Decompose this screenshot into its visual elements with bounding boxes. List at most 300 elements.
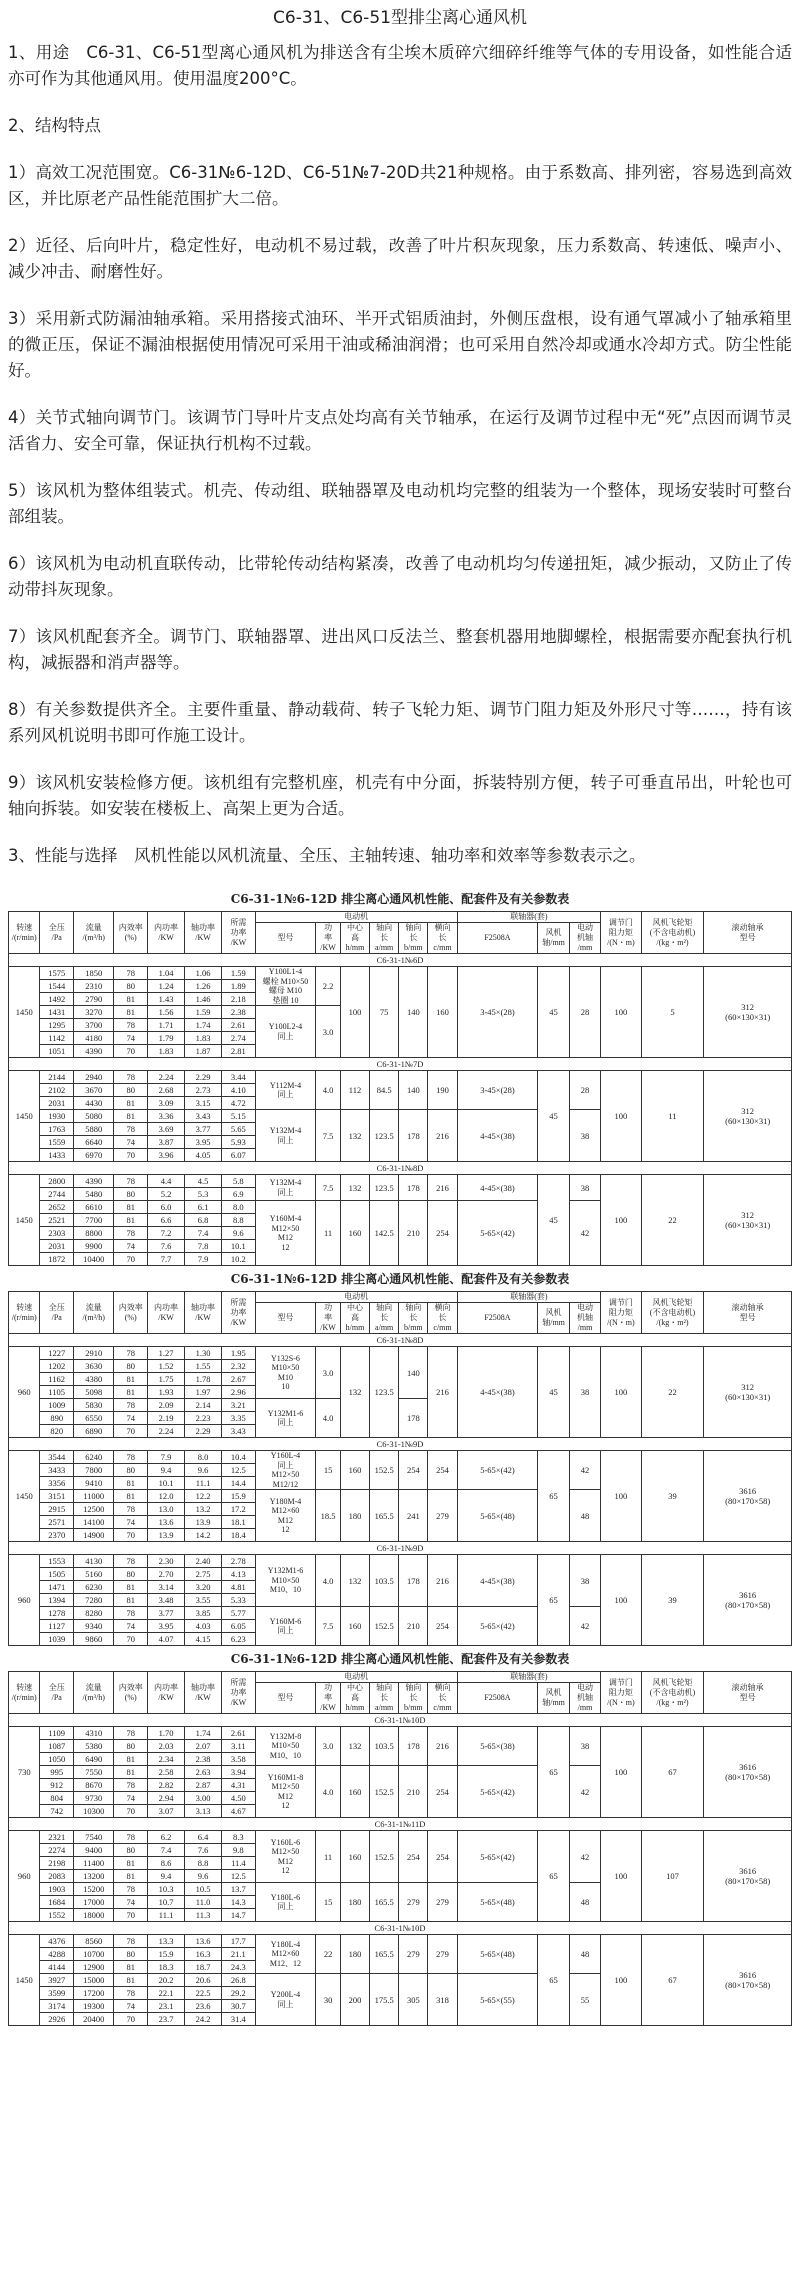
header-spow: 轴功率 /KW <box>185 1292 222 1334</box>
data-cell: 1162 <box>40 1373 74 1386</box>
data-cell: 5.93 <box>222 1136 256 1149</box>
motor-model: Y112M-4 同上 <box>255 1071 316 1110</box>
data-cell: 6.05 <box>222 1620 256 1633</box>
data-cell: 2031 <box>40 1097 74 1110</box>
speed-cell: 1450 <box>9 967 40 1058</box>
motor-b: 210 <box>399 1766 428 1818</box>
data-cell: 1050 <box>40 1753 74 1766</box>
data-cell: 5.77 <box>222 1607 256 1620</box>
data-cell: 20400 <box>74 2013 114 2026</box>
data-cell: 4.15 <box>185 1633 222 1646</box>
fan-shaft: 65 <box>538 1831 569 1922</box>
data-cell: 1.56 <box>148 1006 185 1019</box>
data-cell: 2.61 <box>222 1019 256 1032</box>
data-cell: 1.89 <box>222 980 256 993</box>
fan-shaft: 65 <box>538 1555 569 1646</box>
fan-shaft: 45 <box>538 1175 569 1266</box>
data-cell: 17.2 <box>222 1503 256 1516</box>
data-cell: 3.44 <box>222 1071 256 1084</box>
data-cell: 2.23 <box>185 1412 222 1425</box>
data-cell: 4376 <box>40 1935 74 1948</box>
motor-a: 142.5 <box>370 1201 399 1266</box>
data-cell: 4180 <box>74 1032 114 1045</box>
data-cell: 78 <box>114 1071 148 1084</box>
header-pressure: 全压 /Pa <box>40 1672 74 1714</box>
data-cell: 31.4 <box>222 2013 256 2026</box>
data-cell: 1872 <box>40 1253 74 1266</box>
motor-model: Y200L-4 同上 <box>255 1974 316 2026</box>
data-cell: 10.4 <box>222 1451 256 1464</box>
motor-power: 3.0 <box>316 1347 341 1399</box>
header-bearing: 滚动轴承 型号 <box>704 1672 792 1714</box>
motor-b: 178 <box>399 1175 428 1201</box>
data-cell: 5830 <box>74 1399 114 1412</box>
paragraph: 4）关节式轴向调节门。该调节门导叶片支点处均高有关节轴承，在运行及调节过程中无“死”点因而调节灵活省力、安全可靠，保证执行机构不过载。 <box>8 408 792 453</box>
data-cell: 1295 <box>40 1019 74 1032</box>
data-cell: 9.8 <box>222 1844 256 1857</box>
torque-cell: 100 <box>601 1347 641 1438</box>
data-cell: 1.70 <box>148 1727 185 1740</box>
data-cell: 2.68 <box>148 1084 185 1097</box>
data-cell: 13.2 <box>185 1503 222 1516</box>
data-cell: 74 <box>114 1136 148 1149</box>
data-cell: 4.4 <box>148 1175 185 1188</box>
paragraph: 1、用途 C6-31、C6-51型离心通风机为排送含有尘埃木质碎穴细碎纤维等气体的专用设备，如性能合适亦可作为其他通风用。使用温度200°C。 <box>8 43 792 88</box>
paragraph: 8）有关参数提供齐全。主要件重量、静动载荷、转子飞轮力矩、调节门阻力矩及外形尺寸等……，持有该系列风机说明书即可作施工设计。 <box>8 700 792 745</box>
data-cell: 4.10 <box>222 1084 256 1097</box>
data-cell: 7540 <box>74 1831 114 1844</box>
section-label: C6-31-1№8D <box>9 1162 792 1175</box>
motor-c: 216 <box>428 1110 457 1162</box>
data-cell: 5.8 <box>222 1175 256 1188</box>
data-cell: 1105 <box>40 1386 74 1399</box>
motor-c: 254 <box>428 1831 457 1883</box>
data-cell: 19300 <box>74 2000 114 2013</box>
header-a: 轴向 长 a/mm <box>370 923 399 954</box>
data-cell: 1552 <box>40 1909 74 1922</box>
data-cell: 9410 <box>74 1477 114 1490</box>
table-row <box>9 1727 792 1740</box>
data-cell: 3.77 <box>148 1607 185 1620</box>
data-cell: 6.23 <box>222 1633 256 1646</box>
data-cell: 1433 <box>40 1149 74 1162</box>
motor-f2508: 3-45×(28) <box>457 967 538 1058</box>
data-cell: 7.2 <box>148 1227 185 1240</box>
data-cell: 6.0 <box>148 1201 185 1214</box>
data-cell: 1142 <box>40 1032 74 1045</box>
data-cell: 3.96 <box>148 1149 185 1162</box>
data-cell: 2652 <box>40 1201 74 1214</box>
data-cell: 6.8 <box>185 1214 222 1227</box>
motor-b: 241 <box>399 1490 428 1542</box>
motor-model: Y160L-4 同上 M12×50 M12/12 <box>255 1451 316 1490</box>
paragraph: 5）该风机为整体组装式。机壳、传动组、联轴器罩及电动机均完整的组装为一个整体，现场安装时可整台部组装。 <box>8 481 792 526</box>
header-model: 型号 <box>255 1683 316 1714</box>
motor-b: 178 <box>399 1110 428 1162</box>
motor-h: 132 <box>340 1347 369 1438</box>
section-label: C6-31-1№11D <box>9 1818 792 1831</box>
data-cell: 18.3 <box>148 1961 185 1974</box>
data-cell: 12.2 <box>185 1490 222 1503</box>
data-cell: 8280 <box>74 1607 114 1620</box>
torque-cell: 100 <box>601 1831 641 1922</box>
data-cell: 4.31 <box>222 1779 256 1792</box>
data-cell: 4144 <box>40 1961 74 1974</box>
data-cell: 5480 <box>74 1188 114 1201</box>
data-cell: 6.2 <box>148 1831 185 1844</box>
data-cell: 4.13 <box>222 1568 256 1581</box>
motor-model: Y160L-6 M12×50 M12 12 <box>255 1831 316 1883</box>
motor-a: 152.5 <box>370 1831 399 1883</box>
data-cell: 1684 <box>40 1896 74 1909</box>
data-cell: 70 <box>114 1529 148 1542</box>
data-cell: 4310 <box>74 1727 114 1740</box>
section-label: C6-31-1№6D <box>9 954 792 967</box>
header-flow: 流量 /(m³/h) <box>74 912 114 954</box>
data-cell: 1.52 <box>148 1360 185 1373</box>
motor-shaft: 38 <box>569 1347 600 1438</box>
data-cell: 4288 <box>40 1948 74 1961</box>
header-coupling: 联轴器(套) <box>457 1672 601 1683</box>
header-torque: 调节门 阻力矩 /(N・m) <box>601 1672 641 1714</box>
motor-b: 140 <box>399 1347 428 1399</box>
data-cell: 6230 <box>74 1581 114 1594</box>
data-cell: 14.7 <box>222 1909 256 1922</box>
motor-shaft: 42 <box>569 1766 600 1818</box>
motor-f2508: 5-65×(42) <box>457 1607 538 1646</box>
data-cell: 5.15 <box>222 1110 256 1123</box>
data-cell: 3.35 <box>222 1412 256 1425</box>
data-cell: 1087 <box>40 1740 74 1753</box>
motor-h: 112 <box>340 1071 369 1110</box>
data-cell: 81 <box>114 1581 148 1594</box>
data-cell: 3.58 <box>222 1753 256 1766</box>
data-cell: 81 <box>114 1594 148 1607</box>
motor-h: 160 <box>340 1201 369 1266</box>
data-cell: 1.55 <box>185 1360 222 1373</box>
data-cell: 2031 <box>40 1240 74 1253</box>
data-cell: 7280 <box>74 1594 114 1607</box>
fan-shaft: 65 <box>538 1935 569 2026</box>
data-cell: 4130 <box>74 1555 114 1568</box>
data-cell: 81 <box>114 1386 148 1399</box>
header-b: 轴向 长 b/mm <box>399 1303 428 1334</box>
data-cell: 6.1 <box>185 1201 222 1214</box>
motor-b: 210 <box>399 1607 428 1646</box>
header-torque: 调节门 阻力矩 /(N・m) <box>601 1292 641 1334</box>
header-spow: 轴功率 /KW <box>185 912 222 954</box>
motor-a: 152.5 <box>370 1766 399 1818</box>
data-cell: 5.65 <box>222 1123 256 1136</box>
data-cell: 3.95 <box>185 1136 222 1149</box>
data-cell: 23.7 <box>148 2013 185 2026</box>
paragraphs <box>8 40 792 869</box>
data-cell: 1.59 <box>222 967 256 980</box>
data-cell: 10300 <box>74 1805 114 1818</box>
data-cell: 1492 <box>40 993 74 1006</box>
data-cell: 6970 <box>74 1149 114 1162</box>
data-cell: 70 <box>114 1805 148 1818</box>
data-cell: 9730 <box>74 1792 114 1805</box>
data-cell: 24.2 <box>185 2013 222 2026</box>
data-cell: 11.0 <box>185 1896 222 1909</box>
data-cell: 13.9 <box>148 1529 185 1542</box>
motor-c: 254 <box>428 1766 457 1818</box>
data-cell: 1394 <box>40 1594 74 1607</box>
speed-cell: 1450 <box>9 1175 40 1266</box>
spec-table <box>8 1671 792 2026</box>
data-cell: 3.20 <box>185 1581 222 1594</box>
header-flow: 流量 /(m³/h) <box>74 1292 114 1334</box>
motor-power: 7.5 <box>316 1110 341 1162</box>
data-cell: 12900 <box>74 1961 114 1974</box>
data-cell: 7.4 <box>185 1227 222 1240</box>
motor-f2508: 5-65×(42) <box>457 1201 538 1266</box>
table-title: C6-31-1№6-12D 排尘离心通风机性能、配套件及有关参数表 <box>230 1272 570 1286</box>
flywheel-cell: 22 <box>641 1347 704 1438</box>
data-cell: 2198 <box>40 1857 74 1870</box>
motor-power: 11 <box>316 1201 341 1266</box>
motor-power: 7.5 <box>316 1607 341 1646</box>
header-motor: 电动机 <box>255 912 457 923</box>
motor-model: Y132M1-6 同上 <box>255 1399 316 1438</box>
data-cell: 2.09 <box>148 1399 185 1412</box>
header-need: 所需 功率 /KW <box>222 912 256 954</box>
data-cell: 22.1 <box>148 1987 185 2000</box>
data-cell: 3.36 <box>148 1110 185 1123</box>
data-cell: 80 <box>114 980 148 993</box>
data-cell: 1.78 <box>185 1373 222 1386</box>
header-h: 中心 高 h/mm <box>340 1303 369 1334</box>
data-cell: 2310 <box>74 980 114 993</box>
data-cell: 8.3 <box>222 1831 256 1844</box>
header-h: 中心 高 h/mm <box>340 923 369 954</box>
spec-table <box>8 1291 792 1646</box>
data-cell: 1127 <box>40 1620 74 1633</box>
data-cell: 17200 <box>74 1987 114 2000</box>
header-bearing: 滚动轴承 型号 <box>704 912 792 954</box>
data-cell: 1.46 <box>185 993 222 1006</box>
data-cell: 1575 <box>40 967 74 980</box>
data-cell: 14.2 <box>185 1529 222 1542</box>
data-cell: 1.95 <box>222 1347 256 1360</box>
data-cell: 74 <box>114 1620 148 1633</box>
data-cell: 4.81 <box>222 1581 256 1594</box>
data-cell: 80 <box>114 1464 148 1477</box>
data-cell: 74 <box>114 2000 148 2013</box>
motor-f2508: 5-65×(38) <box>457 1727 538 1766</box>
header-fly: 风机飞轮矩 (不含电动机) /(kg・m²) <box>641 1292 704 1334</box>
data-cell: 74 <box>114 1412 148 1425</box>
data-cell: 2.29 <box>185 1071 222 1084</box>
data-cell: 2940 <box>74 1071 114 1084</box>
torque-cell: 100 <box>601 1451 641 1542</box>
paragraph: 3、性能与选择 风机性能以风机流量、全压、主轴转速、轴功率和效率等参数表示之。 <box>8 846 646 865</box>
motor-f2508: 4-45×(38) <box>457 1555 538 1607</box>
table-row <box>9 1347 792 1360</box>
paragraph: 2、结构特点 <box>8 116 101 135</box>
data-cell: 3.55 <box>185 1594 222 1607</box>
data-cell: 1039 <box>40 1633 74 1646</box>
data-cell: 890 <box>40 1412 74 1425</box>
data-cell: 1.06 <box>185 967 222 980</box>
torque-cell: 100 <box>601 1727 641 1818</box>
data-cell: 10.1 <box>148 1477 185 1490</box>
data-cell: 4.05 <box>185 1149 222 1162</box>
data-cell: 12.5 <box>222 1464 256 1477</box>
data-cell: 1278 <box>40 1607 74 1620</box>
header-a: 轴向 长 a/mm <box>370 1683 399 1714</box>
motor-f2508: 3-45×(28) <box>457 1071 538 1110</box>
header-mshaft: 电动 机轴 /mm <box>569 923 600 954</box>
motor-power: 4.0 <box>316 1555 341 1607</box>
section-label: C6-31-1№9D <box>9 1438 792 1451</box>
motor-model: Y180L-6 同上 <box>255 1883 316 1922</box>
data-cell: 8.0 <box>222 1201 256 1214</box>
data-cell: 1505 <box>40 1568 74 1581</box>
motor-a: 123.5 <box>370 1110 399 1162</box>
motor-c: 279 <box>428 1935 457 1974</box>
data-cell: 1903 <box>40 1883 74 1896</box>
data-cell: 3544 <box>40 1451 74 1464</box>
data-cell: 29.2 <box>222 1987 256 2000</box>
data-cell: 81 <box>114 1477 148 1490</box>
motor-shaft: 42 <box>569 1831 600 1883</box>
data-cell: 2370 <box>40 1529 74 1542</box>
table-row <box>9 1935 792 1948</box>
data-cell: 2.38 <box>185 1753 222 1766</box>
motor-power: 18.5 <box>316 1490 341 1542</box>
table-row <box>9 1555 792 1568</box>
data-cell: 3.69 <box>148 1123 185 1136</box>
motor-power: 15 <box>316 1883 341 1922</box>
header-fshaft: 风机 轴/mm <box>538 1303 569 1334</box>
data-cell: 1.74 <box>185 1727 222 1740</box>
bearing-cell: 3616 (80×170×58) <box>704 1727 792 1818</box>
data-cell: 3.00 <box>185 1792 222 1805</box>
data-cell: 16.3 <box>185 1948 222 1961</box>
bearing-cell: 312 (60×130×31) <box>704 967 792 1058</box>
motor-f2508: 4-45×(38) <box>457 1175 538 1201</box>
motor-model: Y132M-4 同上 <box>255 1110 316 1162</box>
motor-c: 254 <box>428 1607 457 1646</box>
motor-model: Y160M1-8 M12×50 M12 12 <box>255 1766 316 1818</box>
motor-c: 318 <box>428 1974 457 2026</box>
data-cell: 7.8 <box>185 1240 222 1253</box>
header-f2508: F2508A <box>457 1303 538 1334</box>
data-cell: 6.07 <box>222 1149 256 1162</box>
data-cell: 1.71 <box>148 1019 185 1032</box>
motor-power: 15 <box>316 1451 341 1490</box>
data-cell: 3.87 <box>148 1136 185 1149</box>
paragraph: 2）近径、后向叶片，稳定性好，电动机不易过载，改善了叶片积灰现象，压力系数高、转速低、噪声小、减少冲击、耐磨性好。 <box>8 236 792 281</box>
motor-model: Y100L1-4 螺栓 M10×50 螺母 M10 垫圈 10 <box>255 967 316 1006</box>
data-cell: 2274 <box>40 1844 74 1857</box>
motor-model: Y132M-8 M10×50 M10、10 <box>255 1727 316 1766</box>
data-cell: 14900 <box>74 1529 114 1542</box>
motor-h: 132 <box>340 1110 369 1162</box>
data-cell: 14.4 <box>222 1477 256 1490</box>
header-mpow: 功 率 /KW <box>316 1683 341 1714</box>
data-cell: 81 <box>114 1961 148 1974</box>
data-cell: 17.7 <box>222 1935 256 1948</box>
motor-h: 180 <box>340 1490 369 1542</box>
header-h: 中心 高 h/mm <box>340 1683 369 1714</box>
motor-model: Y180M-4 M12×60 M12 12 <box>255 1490 316 1542</box>
motor-c: 279 <box>428 1490 457 1542</box>
data-cell: 7.4 <box>148 1844 185 1857</box>
motor-c: 216 <box>428 1175 457 1201</box>
data-cell: 13.0 <box>148 1503 185 1516</box>
data-cell: 4390 <box>74 1175 114 1188</box>
motor-power: 4.0 <box>316 1071 341 1110</box>
header-coupling: 联轴器(套) <box>457 912 601 923</box>
data-cell: 81 <box>114 1373 148 1386</box>
data-cell: 1559 <box>40 1136 74 1149</box>
data-cell: 74 <box>114 1240 148 1253</box>
table-title: C6-31-1№6-12D 排尘离心通风机性能、配套件及有关参数表 <box>230 892 570 906</box>
motor-h: 132 <box>340 1727 369 1766</box>
data-cell: 1.97 <box>185 1386 222 1399</box>
fan-shaft: 45 <box>538 1071 569 1162</box>
data-cell: 2521 <box>40 1214 74 1227</box>
table-row <box>9 1175 792 1188</box>
data-cell: 7.9 <box>185 1253 222 1266</box>
data-cell: 2.87 <box>185 1779 222 1792</box>
data-cell: 1.87 <box>185 1045 222 1058</box>
data-cell: 8.0 <box>185 1451 222 1464</box>
data-cell: 2.94 <box>148 1792 185 1805</box>
motor-a: 84.5 <box>370 1071 399 1110</box>
motor-power: 11 <box>316 1831 341 1883</box>
data-cell: 6550 <box>74 1412 114 1425</box>
data-cell: 80 <box>114 1948 148 1961</box>
motor-shaft: 48 <box>569 1935 600 1974</box>
data-cell: 2744 <box>40 1188 74 1201</box>
data-cell: 12500 <box>74 1503 114 1516</box>
data-cell: 9.6 <box>185 1870 222 1883</box>
data-cell: 18.7 <box>185 1961 222 1974</box>
data-cell: 14100 <box>74 1516 114 1529</box>
data-cell: 10.3 <box>148 1883 185 1896</box>
motor-model: Y160M-4 M12×50 M12 12 <box>255 1201 316 1266</box>
motor-b: 305 <box>399 1974 428 2026</box>
header-motor: 电动机 <box>255 1292 457 1303</box>
motor-a: 152.5 <box>370 1607 399 1646</box>
motor-a: 103.5 <box>370 1555 399 1607</box>
data-cell: 1.04 <box>148 967 185 980</box>
data-cell: 15.9 <box>148 1948 185 1961</box>
data-cell: 2910 <box>74 1347 114 1360</box>
data-cell: 995 <box>40 1766 74 1779</box>
flywheel-cell: 67 <box>641 1727 704 1818</box>
spec-tables <box>8 890 792 2026</box>
data-cell: 4.67 <box>222 1805 256 1818</box>
header-fshaft: 风机 轴/mm <box>538 1683 569 1714</box>
data-cell: 80 <box>114 1844 148 1857</box>
data-cell: 11.4 <box>222 1857 256 1870</box>
data-cell: 13.6 <box>185 1935 222 1948</box>
motor-shaft: 38 <box>569 1555 600 1607</box>
data-cell: 78 <box>114 1607 148 1620</box>
header-c: 横向 长 c/mm <box>428 1683 457 1714</box>
data-cell: 26.8 <box>222 1974 256 1987</box>
data-cell: 11.1 <box>185 1477 222 1490</box>
header-mpow: 功 率 /KW <box>316 1303 341 1334</box>
data-cell: 2.03 <box>148 1740 185 1753</box>
data-cell: 1553 <box>40 1555 74 1568</box>
data-cell: 1930 <box>40 1110 74 1123</box>
